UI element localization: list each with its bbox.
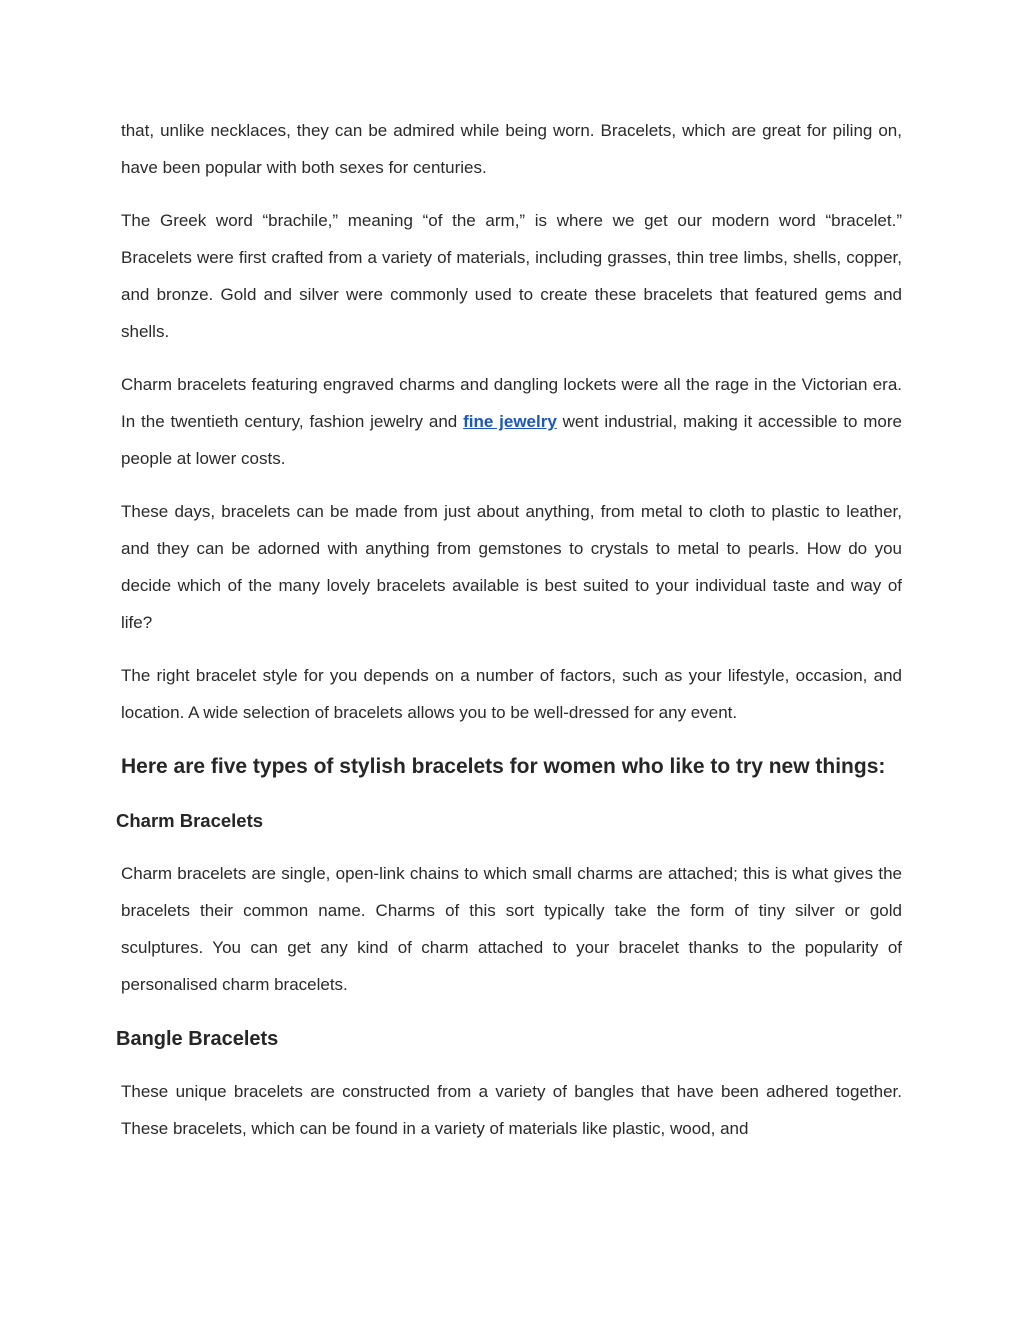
paragraph-style-factors: The right bracelet style for you depends on a number of factors, such as your lifestyle, occasion, and location. A wide selection of bracelets allows you to be well-dressed for any event.	[121, 666, 902, 722]
heading-charm-bracelets: Charm Bracelets	[116, 810, 264, 831]
document-body	[116, 112, 902, 1163]
paragraph-history	[121, 366, 902, 477]
section-heading-bracelet-types: Here are five types of stylish bracelets for women who like to try new things:	[121, 755, 886, 778]
paragraph-charm-bracelets: Charm bracelets are single, open-link chains to which small charms are attached; this is what gives the bracelets their common name. Charms of this sort typically take the form of tiny silver or gold sculptures. You can get any kind of charm attached to your bracelet thanks to the popularity of personalised charm bracelets.	[121, 864, 902, 994]
heading-bangle-bracelets: Bangle Bracelets	[116, 1028, 279, 1050]
paragraph-history-text-1: Charm bracelets featuring engraved charms and dangling lockets were all the rage in the Victorian era. In the twentieth century, fashion jewelry and	[121, 375, 902, 431]
fine-jewelry-link[interactable]: fine jewelry	[463, 412, 557, 431]
paragraph-materials: These days, bracelets can be made from just about anything, from metal to cloth to plastic to leather, and they can be adorned with anything from gemstones to crystals to metal to pearls. How do you decide which of the many lovely bracelets available is best suited to your individual taste and way of life?	[121, 502, 902, 632]
paragraph-bangle-bracelets: These unique bracelets are constructed from a variety of bangles that have been adhered together. These bracelets, which can be found in a variety of materials like plastic, wood, and	[121, 1082, 902, 1138]
paragraph-intro-continued: that, unlike necklaces, they can be admired while being worn. Bracelets, which are great for piling on, have been popular with both sexes for centuries.	[121, 121, 902, 177]
paragraph-history-text-2: went industrial, making it accessible to more people at lower costs.	[121, 412, 902, 468]
paragraph-etymology: The Greek word “brachile,” meaning “of the arm,” is where we get our modern word “bracelet.” Bracelets were first crafted from a variety of materials, including grasses, thin tree limbs, shells, copper, and bronze. Gold and silver were commonly used to create these bracelets that featured gems and shells.	[121, 211, 902, 341]
